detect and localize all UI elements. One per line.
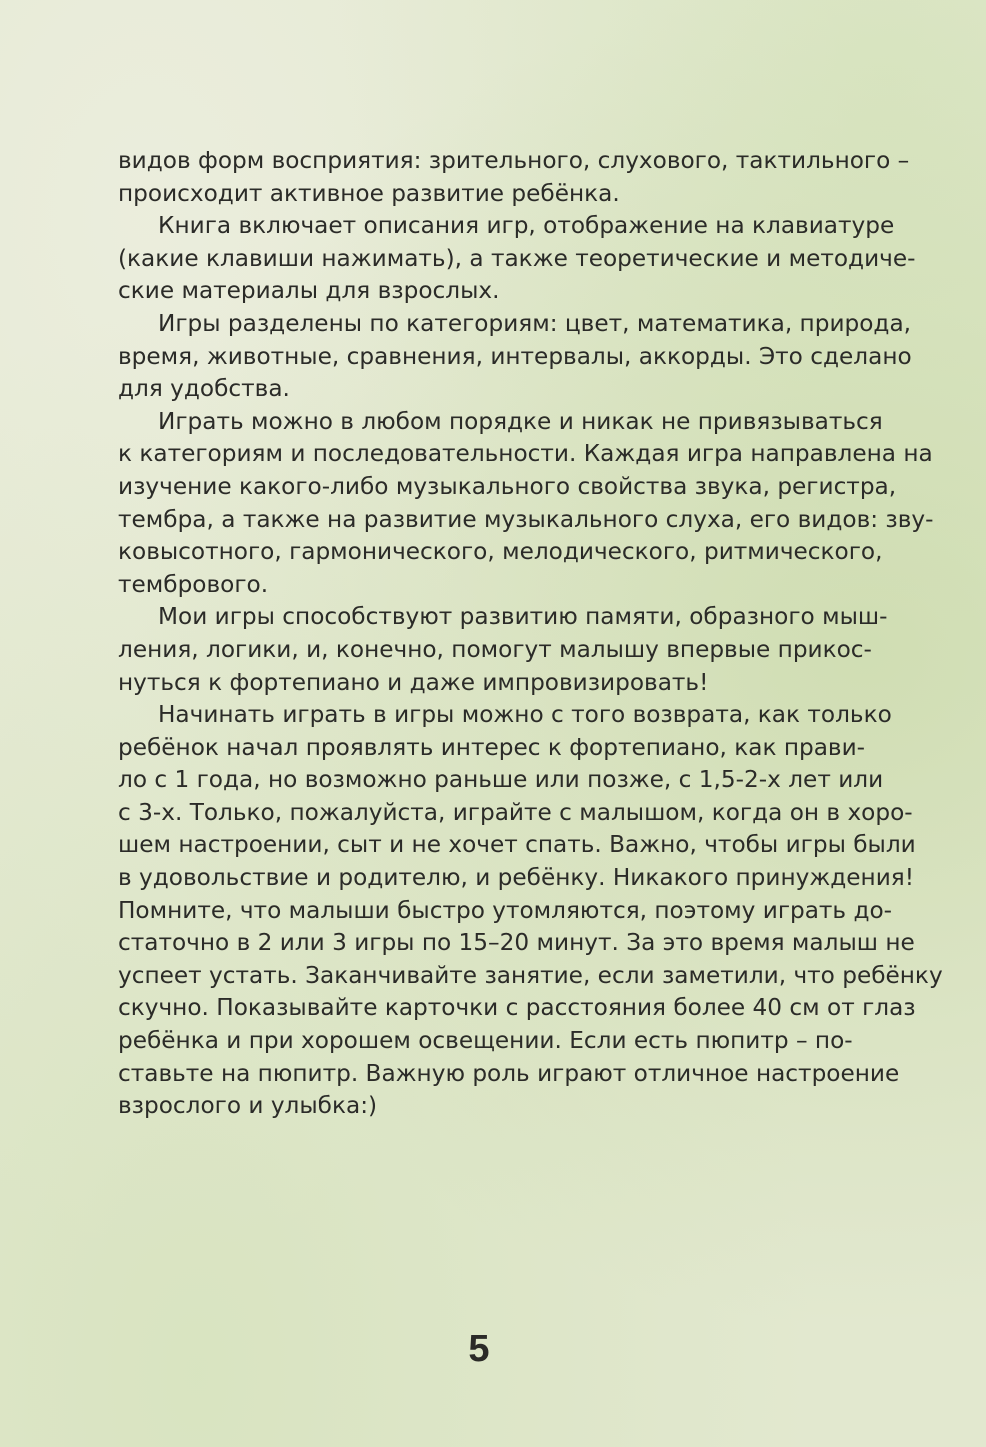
text-line: Игры разделены по категориям: цвет, математика, природа, — [158, 309, 912, 337]
text-line: ления, логики, и, конечно, помогут малышу впервые прикос- — [118, 635, 872, 663]
text-line: к категориям и последовательности. Каждая игра направлена на — [118, 440, 933, 468]
text-line: Мои игры способствуют развитию памяти, образного мыш- — [158, 603, 888, 631]
text-line: с 3-х. Только, пожалуйста, играйте с малышом, когда он в хоро- — [118, 798, 913, 826]
body-text — [118, 145, 943, 1123]
text-line: взрослого и улыбка:) — [118, 1092, 378, 1120]
paragraph — [118, 601, 888, 699]
text-line: Играть можно в любом порядке и никак не привязываться — [158, 407, 883, 435]
text-line: происходит активное развитие ребёнка. — [118, 179, 620, 207]
text-line: для удобства. — [118, 375, 290, 403]
text-line: время, животные, сравнения, интервалы, аккорды. Это сделано — [118, 342, 912, 370]
text-line: Помните, что малыши быстро утомляются, поэтому играть до- — [118, 896, 893, 924]
text-line: в удовольствие и родителю, и ребёнку. Никакого принуждения! — [118, 864, 915, 892]
page-number-label: 5 — [468, 1328, 490, 1370]
text-line: изучение какого-либо музыкального свойства звука, регистра, — [118, 472, 897, 500]
text-line: ло с 1 года, но возможно раньше или позже, с 1,5-2-х лет или — [118, 766, 884, 794]
text-line: видов форм восприятия: зрительного, слухового, тактильного – — [118, 147, 910, 174]
text-line: ребёнок начал проявлять интерес к фортепиано, как прави- — [118, 733, 866, 761]
paragraph — [118, 210, 916, 308]
text-line: (какие клавиши нажимать), а также теоретические и методиче- — [118, 244, 916, 272]
text-line: тембрового. — [118, 570, 269, 598]
text-line: тембра, а также на развитие музыкального слуха, его видов: зву- — [118, 505, 934, 533]
text-line: успеет устать. Заканчивайте занятие, если заметили, что ребёнку — [118, 961, 943, 989]
text-line: ские материалы для взрослых. — [118, 277, 500, 305]
text-line: Книга включает описания игр, отображение на клавиатуре — [158, 212, 895, 240]
paragraph — [118, 406, 934, 602]
paragraph — [118, 308, 912, 406]
text-line: скучно. Показывайте карточки с расстояния более 40 см от глаз — [118, 994, 916, 1022]
paragraph — [118, 699, 943, 1123]
text-line: Начинать играть в игры можно с того возврата, как только — [158, 701, 892, 729]
text-line: ставьте на пюпитр. Важную роль играют отличное настроение — [118, 1059, 900, 1087]
text-line: шем настроении, сыт и не хочет спать. Важно, чтобы игры были — [118, 831, 916, 859]
text-line: статочно в 2 или 3 игры по 15–20 минут. За это время малыш не — [118, 929, 915, 957]
text-line: нуться к фортепиано и даже импровизировать! — [118, 668, 709, 696]
page-number — [0, 1328, 986, 1371]
paragraph — [118, 145, 910, 210]
text-line: ребёнка и при хорошем освещении. Если есть пюпитр – по- — [118, 1027, 853, 1055]
text-line: ковысотного, гармонического, мелодического, ритмического, — [118, 538, 883, 566]
